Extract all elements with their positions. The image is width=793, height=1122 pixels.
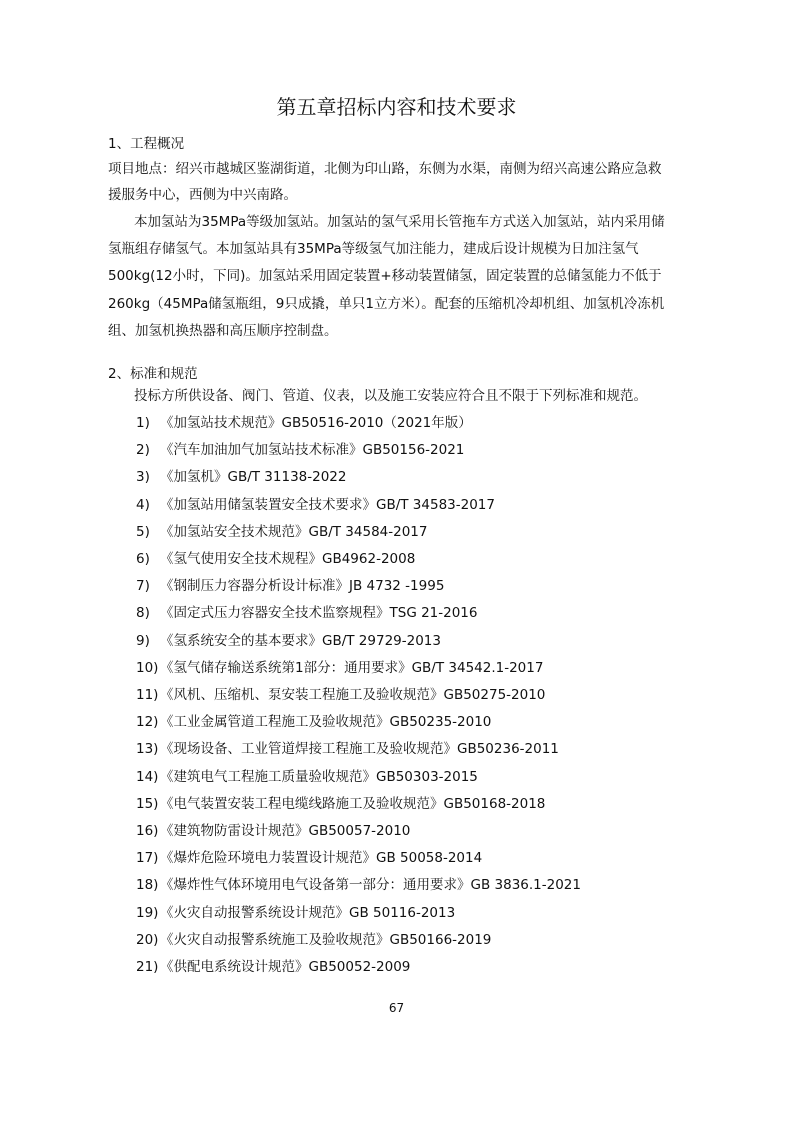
list-item <box>136 821 410 841</box>
list-item <box>136 658 543 678</box>
list-item-text: 《固定式压力容器安全技术监察规程》TSG 21-2016 <box>160 605 478 622</box>
list-item-text: 《爆炸危险环境电力装置设计规范》GB 50058-2014 <box>160 850 483 867</box>
paragraph-line: 本加氢站为35MPa等级加氢站。加氢站的氢气采用长管拖车方式送入加氢站，站内采用储 <box>134 214 665 230</box>
list-item-text: 《氢系统安全的基本要求》GB/T 29729-2013 <box>160 632 441 649</box>
standards-intro: 投标方所供设备、阀门、管道、仪表，以及施工安装应符合且不限于下列标准和规范。 <box>134 388 647 404</box>
list-item <box>136 495 495 515</box>
list-item <box>136 767 478 787</box>
list-item-number: 11) <box>136 687 159 703</box>
list-item-number: 20) <box>136 931 159 948</box>
list-item <box>136 794 545 814</box>
list-item-text: 《汽车加油加气加氢站技术标准》GB50156-2021 <box>160 442 465 459</box>
list-item <box>136 685 545 705</box>
list-item <box>136 930 491 950</box>
list-item-number: 13) <box>136 741 159 758</box>
list-item <box>136 522 427 542</box>
list-item-number: 14) <box>136 768 159 785</box>
list-item <box>136 467 346 487</box>
list-item-text: 《现场设备、工业管道焊接工程施工及验收规范》GB50236-2011 <box>160 741 559 758</box>
page-number: 67 <box>388 1001 405 1015</box>
list-item-text: 《加氢站用储氢装置安全技术要求》GB/T 34583-2017 <box>160 496 495 513</box>
list-item-text: 《氢气储存输送系统第1部分：通用要求》GB/T 34542.1-2017 <box>160 659 544 676</box>
section-heading-overview: 1、工程概况 <box>108 136 185 152</box>
list-item-number: 12) <box>136 714 159 731</box>
list-item-text: 《电气装置安装工程电缆线路施工及验收规范》GB50168-2018 <box>160 795 546 812</box>
list-item-text: 《钢制压力容器分析设计标准》JB 4732 -1995 <box>160 578 445 595</box>
list-item <box>136 875 581 895</box>
list-item <box>136 848 482 868</box>
list-item-number: 18) <box>136 877 159 894</box>
list-item-text: 《工业金属管道工程施工及验收规范》GB50235-2010 <box>160 714 492 731</box>
list-item-number: 15) <box>136 795 159 812</box>
paragraph-line: 260kg（45MPa储氢瓶组，9只成撬，单只1立方米）。配套的压缩机冷却机组、加氢机冷冻机 <box>108 296 665 312</box>
paragraph-line: 组、加氢机换热器和高压顺序控制盘。 <box>108 323 338 339</box>
list-item-text: 《火灾自动报警系统设计规范》GB 50116-2013 <box>160 904 456 921</box>
list-item <box>136 576 444 596</box>
list-item-number: 3) <box>136 469 150 486</box>
list-item-number: 7) <box>136 578 150 595</box>
list-item-text: 《火灾自动报警系统施工及验收规范》GB50166-2019 <box>160 931 492 948</box>
list-item-text: 《建筑电气工程施工质量验收规范》GB50303-2015 <box>160 768 478 785</box>
list-item-text: 《爆炸性气体环境用电气设备第一部分：通用要求》GB 3836.1-2021 <box>160 877 581 894</box>
section-heading-standards: 2、标准和规范 <box>108 366 198 382</box>
list-item <box>136 549 415 569</box>
list-item-number: 17) <box>136 850 159 867</box>
list-item <box>136 957 410 977</box>
list-item-number: 5) <box>136 523 150 540</box>
list-item-text: 《风机、压缩机、泵安装工程施工及验收规范》GB50275-2010 <box>160 687 546 703</box>
list-item-text: 《氢气使用安全技术规程》GB4962-2008 <box>160 551 416 567</box>
list-item-number: 9) <box>136 632 150 649</box>
list-item-number: 6) <box>136 551 150 567</box>
list-item-number: 4) <box>136 496 150 513</box>
list-item-number: 10) <box>136 659 159 676</box>
paragraph-line: 氢瓶组存储氢气。本加氢站具有35MPa等级氢气加注能力，建成后设计规模为日加注氢气 <box>108 241 639 257</box>
list-item-number: 16) <box>136 823 159 839</box>
list-item <box>136 440 464 460</box>
list-item-number: 1) <box>136 415 150 431</box>
list-item-text: 《加氢机》GB/T 31138-2022 <box>160 469 347 486</box>
list-item <box>136 631 441 651</box>
paragraph-line: 援服务中心，西侧为中兴南路。 <box>108 187 297 203</box>
paragraph-line: 项目地点：绍兴市越城区鉴湖街道，北侧为印山路，东侧为水渠，南侧为绍兴高速公路应急救 <box>108 161 662 177</box>
list-item-number: 2) <box>136 442 150 459</box>
list-item <box>136 739 559 759</box>
list-item-number: 19) <box>136 904 159 921</box>
list-item-number: 8) <box>136 605 150 622</box>
paragraph-line: 500kg(12小时，下同)。加氢站采用固定装置+移动装置储氢，固定装置的总储氢能力不低于 <box>108 268 662 284</box>
list-item-number: 21) <box>136 959 159 975</box>
list-item-text: 《加氢站技术规范》GB50516-2010（2021年版） <box>160 415 472 431</box>
list-item-text: 《加氢站安全技术规范》GB/T 34584-2017 <box>160 523 428 540</box>
list-item <box>136 603 477 623</box>
list-item <box>136 712 491 732</box>
list-item <box>136 903 455 923</box>
list-item-text: 《建筑物防雷设计规范》GB50057-2010 <box>160 823 411 839</box>
list-item <box>136 413 472 433</box>
chapter-title: 第五章招标内容和技术要求 <box>276 95 517 119</box>
list-item-text: 《供配电系统设计规范》GB50052-2009 <box>160 959 411 975</box>
